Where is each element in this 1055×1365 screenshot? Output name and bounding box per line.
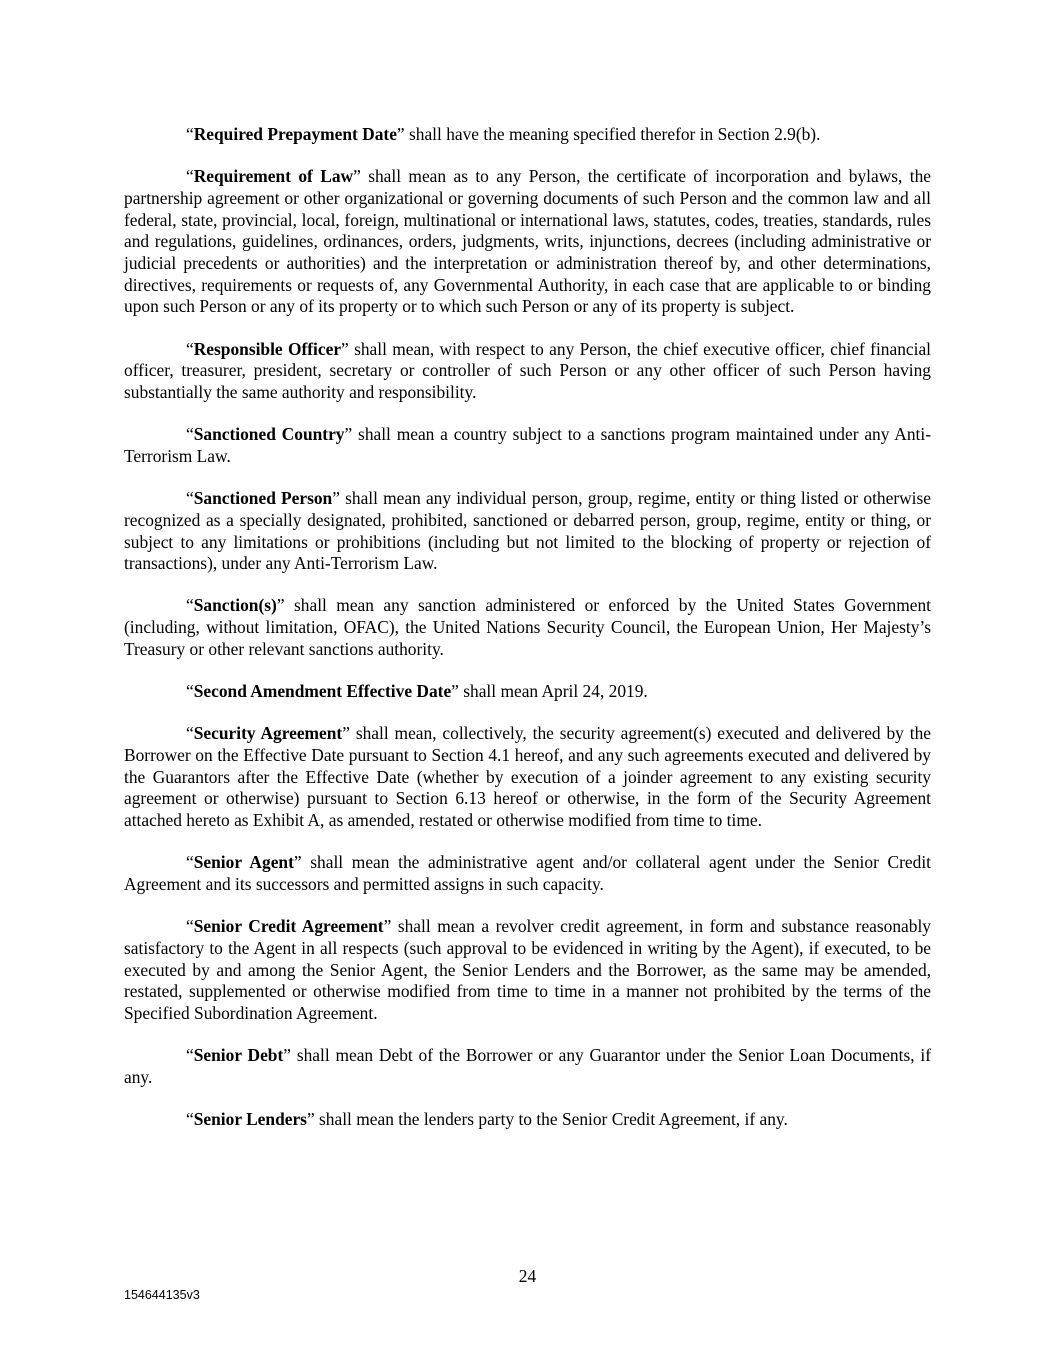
- definition-text: shall mean any individual person, group, regime, entity or thing listed or otherwise recognized as a specially designated, prohibited, sanctioned or debarred person, group, regime, entity or thing, or subject to any limitations or prohibitions (including but not limited to the blocking of property or rejection of transactions), under any Anti-Terrorism Law.: [124, 488, 932, 574]
- definition-text: shall mean the administrative agent and/or collateral agent under the Senior Credit Agreement and its successors and permitted assigns in such capacity.: [124, 852, 931, 894]
- definition-text: shall mean Debt of the Borrower or any Guarantor under the Senior Loan Documents, if any.: [124, 1045, 931, 1087]
- defined-term: Sanctioned Country: [193, 424, 345, 445]
- definition-paragraph: “Senior Debt” shall mean Debt of the Borrower or any Guarantor under the Senior Loan Documents, if any.: [124, 1045, 931, 1087]
- definitions-list: [124, 124, 931, 1151]
- defined-term: Security Agreement: [193, 723, 343, 744]
- definition-text: shall mean the lenders party to the Senior Credit Agreement, if any.: [314, 1109, 788, 1130]
- definition-paragraph: “Senior Lenders” shall mean the lenders party to the Senior Credit Agreement, if any.: [186, 1109, 788, 1130]
- defined-term: Senior Credit Agreement: [193, 916, 384, 937]
- definition-text: shall mean a revolver credit agreement, in form and substance reasonably satisfactory to the Agent in all respects (such approval to be evidenced in writing by the Agent), if executed, to be executed by and among the Senior Agent, the Senior Lenders and the Borrower, as the same may be amended, restated, supplemented or otherwise modified from time to time in a manner not prohibited by the terms of the Specified Subordination Agreement.: [124, 916, 931, 1023]
- definition-text: shall mean a country subject to a sanctions program maintained under any Anti-Terrorism Law.: [124, 424, 931, 466]
- defined-term: Senior Agent: [193, 852, 294, 873]
- defined-term: Sanction(s): [193, 595, 277, 616]
- definition-text: shall mean, with respect to any Person, the chief executive officer, chief financial officer, treasurer, president, secretary or controller of such Person or any other officer of such Person having substantially the same authority and responsibility.: [124, 338, 931, 403]
- definition-text: shall mean any sanction administered or enforced by the United States Government (including, without limitation, OFAC), the United Nations Security Council, the European Union, Her Majesty’s Treasury or other relevant sanctions authority.: [124, 595, 931, 659]
- page-number: 24: [518, 1266, 537, 1286]
- defined-term: Requirement of Law: [193, 166, 354, 187]
- document-id: 154644135v3: [124, 1288, 200, 1302]
- defined-term: Required Prepayment Date: [193, 124, 397, 144]
- definition-paragraph: “Senior Agent” shall mean the administrative agent and/or collateral agent under the Senior Credit Agreement and its successors and permitted assigns in such capacity.: [124, 852, 931, 894]
- definition-paragraph: “Sanction(s)” shall mean any sanction administered or enforced by the United States Government (including, without limitation, OFAC), the United Nations Security Council, the European Union, Her Majesty’s Treasury or other relevant sanctions authority.: [124, 595, 931, 659]
- definition-paragraph: “Sanctioned Country” shall mean a country subject to a sanctions program maintained under any Anti-Terrorism Law.: [124, 424, 931, 466]
- definition-paragraph: “Responsible Officer” shall mean, with respect to any Person, the chief executive officer, chief financial officer, treasurer, president, secretary or controller of such Person or any other officer of such Person having substantially the same authority and responsibility.: [124, 338, 931, 403]
- definition-text: shall mean, collectively, the security agreement(s) executed and delivered by the Borrower on the Effective Date pursuant to Section 4.1 hereof, and any such agreements executed and delivered by the Guarantors after the Effective Date (whether by execution of a joinder agreement to any existing security agreement or otherwise) pursuant to Section 6.13 hereof or otherwise, in the form of the Security Agreement attached hereto as Exhibit A, as amended, restated or otherwise modified from time to time.: [124, 723, 931, 831]
- definition-text: shall mean April 24, 2019.: [458, 681, 648, 702]
- definition-paragraph: “Senior Credit Agreement” shall mean a revolver credit agreement, in form and substance reasonably satisfactory to the Agent in all respects (such approval to be evidenced in writing by the Agent), if executed, to be executed by and among the Senior Agent, the Senior Lenders and the Borrower, as the same may be amended, restated, supplemented or otherwise modified from time to time in a manner not prohibited by the terms of the Specified Subordination Agreement.: [124, 916, 931, 1023]
- definition-text: shall mean as to any Person, the certificate of incorporation and bylaws, the partnership agreement or other organizational or governing documents of such Person and the common law and all federal, state, provincial, local, foreign, multinational or international laws, statutes, codes, treaties, standards, rules and regulations, guidelines, ordinances, orders, judgments, writs, injunctions, decrees (including administrative or judicial precedents or authorities) and the interpretation or administration thereof by, and other determinations, directives, requirements or requests of, any Governmental Authority, in each case that are applicable to or binding upon such Person or any of its property or to which such Person or any of its property is subject.: [124, 166, 932, 317]
- defined-term: Senior Lenders: [193, 1109, 307, 1130]
- definition-paragraph: “Second Amendment Effective Date” shall mean April 24, 2019.: [186, 681, 648, 702]
- defined-term: Second Amendment Effective Date: [193, 681, 452, 702]
- definition-paragraph: “Requirement of Law” shall mean as to any Person, the certificate of incorporation and bylaws, the partnership agreement or other organizational or governing documents of such Person and the common law and all federal, state, provincial, local, foreign, multinational or international laws, statutes, codes, treaties, standards, rules and regulations, guidelines, ordinances, orders, judgments, writs, injunctions, decrees (including administrative or judicial precedents or authorities) and the interpretation or administration thereof by, and other determinations, directives, requirements or requests of, any Governmental Authority, in each case that are applicable to or binding upon such Person or any of its property or to which such Person or any of its property is subject.: [124, 166, 932, 317]
- defined-term: Senior Debt: [193, 1045, 284, 1066]
- defined-term: Sanctioned Person: [193, 488, 333, 509]
- definition-paragraph: “Security Agreement” shall mean, collectively, the security agreement(s) executed and delivered by the Borrower on the Effective Date pursuant to Section 4.1 hereof, and any such agreements executed and delivered by the Guarantors after the Effective Date (whether by execution of a joinder agreement to any existing security agreement or otherwise) pursuant to Section 6.13 hereof or otherwise, in the form of the Security Agreement attached hereto as Exhibit A, as amended, restated or otherwise modified from time to time.: [124, 723, 931, 831]
- definition-paragraph: “Sanctioned Person” shall mean any individual person, group, regime, entity or thing listed or otherwise recognized as a specially designated, prohibited, sanctioned or debarred person, group, regime, entity or thing, or subject to any limitations or prohibitions (including but not limited to the blocking of property or rejection of transactions), under any Anti-Terrorism Law.: [124, 488, 932, 574]
- definition-paragraph: “Required Prepayment Date” shall have the meaning specified therefor in Section 2.9(b).: [186, 124, 821, 144]
- defined-term: Responsible Officer: [193, 338, 342, 359]
- definition-text: shall have the meaning specified therefor in Section 2.9(b).: [404, 124, 821, 144]
